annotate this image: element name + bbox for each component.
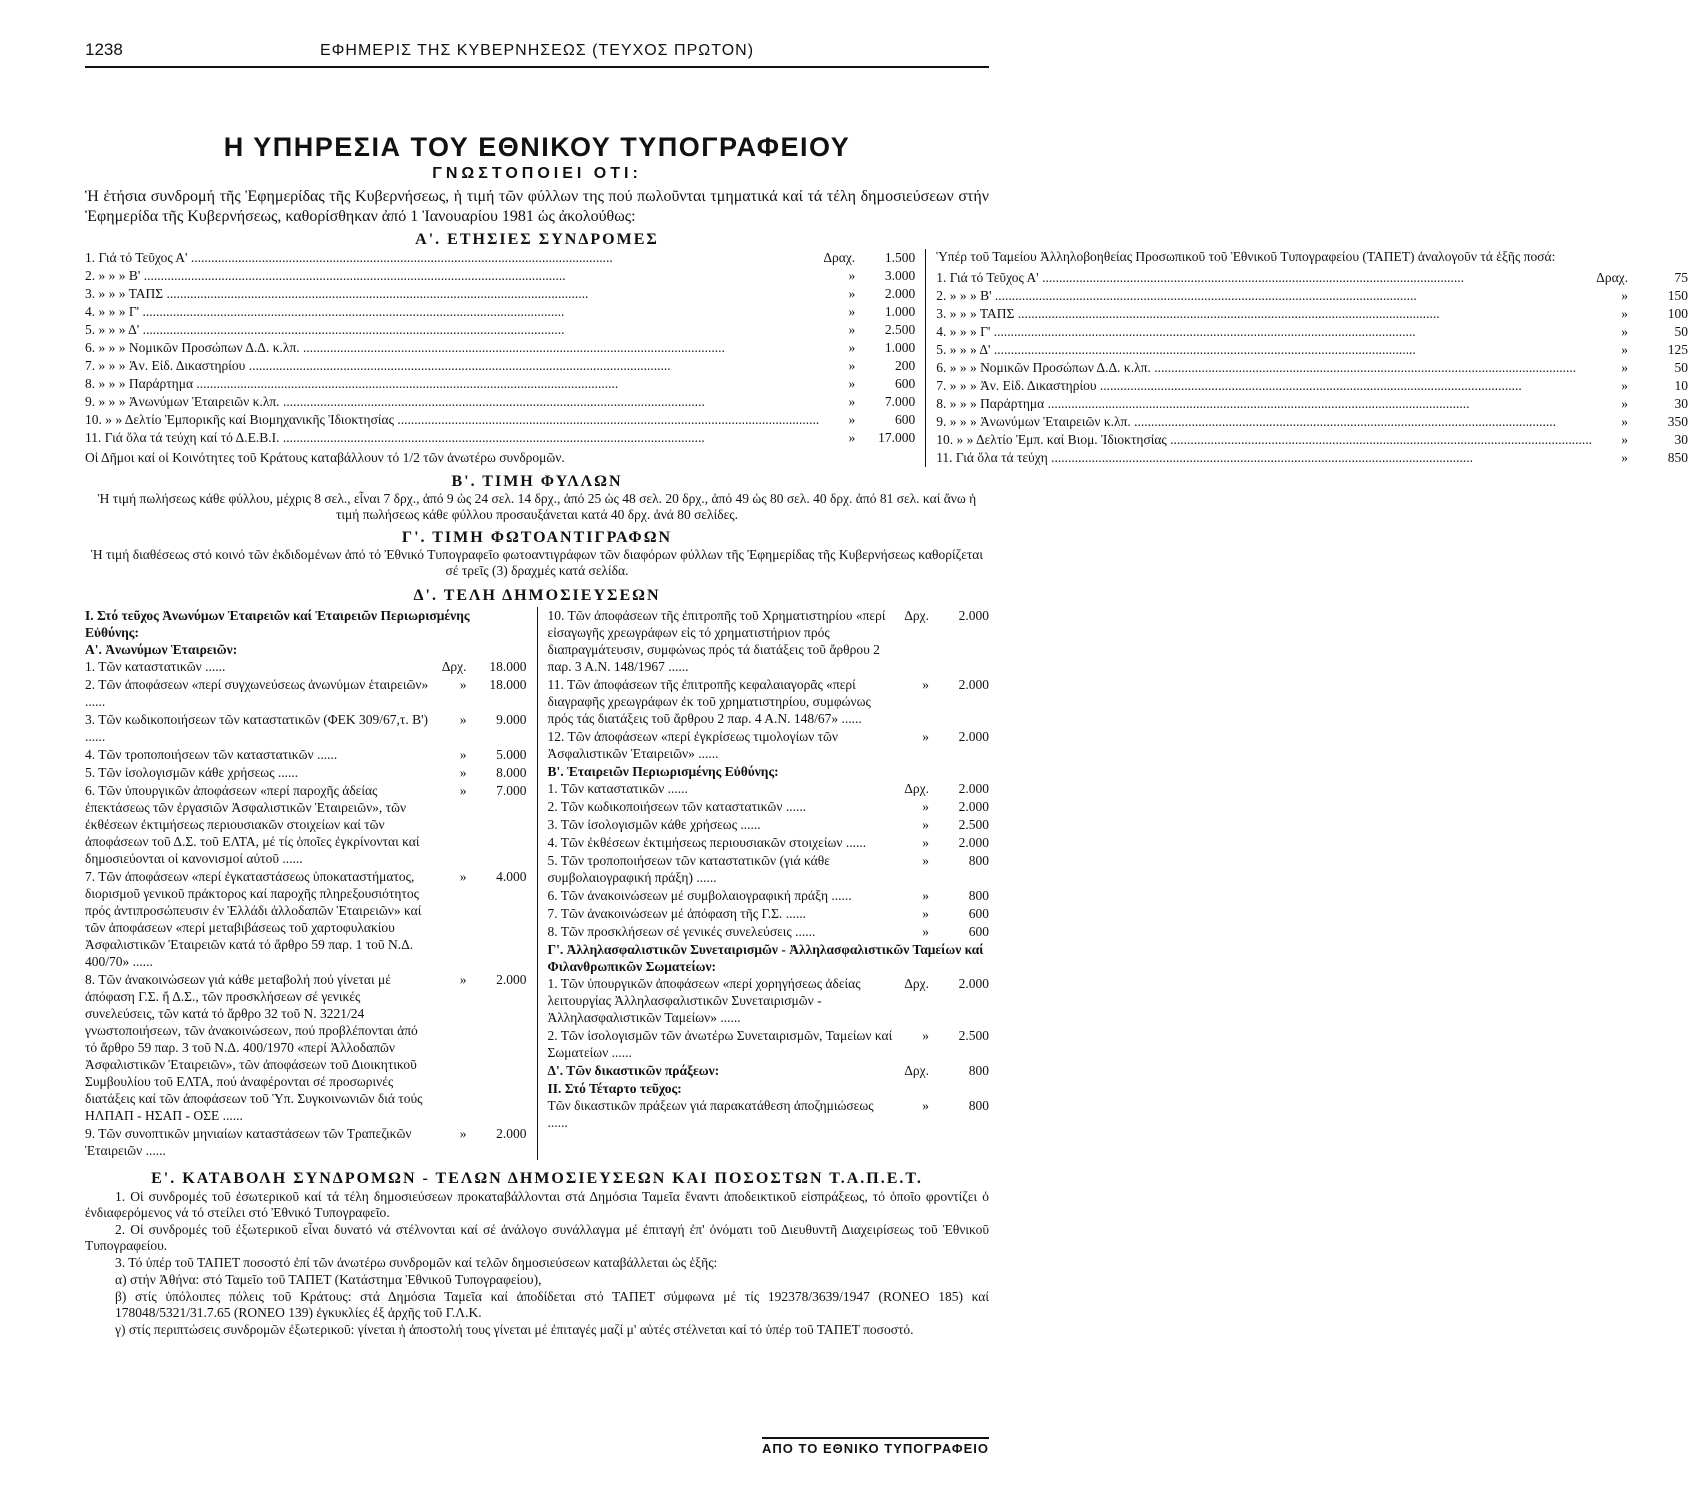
fee-row [936,323,1688,340]
fee-label: 8. Τῶν προσκλήσεων σέ γενικές συνελεύσεις ...... [548,923,894,940]
fee-value: 125 [1667,342,1688,357]
fee-currency: » [459,747,467,762]
fee-label: 7. » » » Ἀν. Εἰδ. Δικαστηρίου ..... [85,357,819,374]
section-a-columns [85,249,1688,467]
ae-fees-list-cont [548,607,990,762]
fee-currency: » [922,906,929,921]
fee-currency: » [848,412,856,427]
section-e-title: Ε'. ΚΑΤΑΒΟΛΗ ΣΥΝΔΡΟΜΩΝ - ΤΕΛΩΝ ΔΗΜΟΣΙΕΥΣΕΩΝ ΚΑΙ ΠΟΣΟΣΤΩΝ Τ.Α.Π.Ε.Τ. [151,1170,923,1187]
fee-currency: » [848,304,856,319]
section-e-p2: 2. Οἱ συνδρομές τοῦ ἐξωτερικοῦ εἶναι δυνατό νά στέλνονται καί σέ ἀνάλογο συνάλλαγμα μέ ἐπιταγή ἐπ' ὀνόματι τοῦ Διευθυντῆ Διαχειρίσεως τοῦ Ἐθνικοῦ Τυπογραφείου. [85,1222,989,1253]
fee-currency: » [459,1126,467,1141]
fee-value: 2.000 [958,781,989,796]
fee-currency: » [922,817,929,832]
epe-heading: Β'. Ἑταιρειῶν Περιωρισμένης Εὐθύνης: [547,764,779,779]
fee-value: 600 [894,412,916,427]
municipalities-note: Οἱ Δῆμοι καί οἱ Κοινότητες τοῦ Κράτους καταβάλλουν τό 1/2 τῶν ἀνωτέρω συνδρομῶν. [85,450,565,465]
fee-label: 1. Τῶν καταστατικῶν ...... [85,658,431,675]
fee-value: 1.000 [884,304,916,319]
fee-label: 7. » » » Ἀν. Εἰδ. Δικαστηρίου ..... [936,377,1592,394]
ae-fees-list [85,658,527,1159]
fee-currency: » [848,376,856,391]
fee-row [548,607,990,675]
fee-label: 2. Τῶν ἀποφάσεων «περί συγχωνεύσεως ἀνωνύμων ἑταιρειῶν» ...... [85,676,431,710]
fee-row [85,746,527,763]
fee-value: 2.000 [958,799,989,814]
fee-currency: » [922,799,929,814]
fee-row [85,249,915,266]
section-d-columns [85,607,989,1160]
fee-currency: » [1621,342,1629,357]
fee-value: 600 [968,906,989,921]
fee-row [85,393,915,410]
fee-value: 30 [1674,396,1688,411]
fee-currency: » [848,430,856,445]
fee-label: 8. Τῶν ἀνακοινώσεων γιά κάθε μεταβολή πού γίνεται μέ ἀπόφαση Γ.Σ. ἤ Δ.Σ., τῶν προσκλήσεων σέ γενικές συνελεύσεις, τῶν κατά τό ἄρθρο 32 τοῦ Ν. 3221/24 γνωστοποιήσεων, τῶν ἀνακοινώσεων, πού προβλέπονται ἀπό τό ἄρθρο 59 παρ. 3 τοῦ Ν.Δ. 400/1970 «περί Ἀλλοδαπῶν Ἀσφαλιστικῶν Ἑταιρειῶν», τῶν ἀποφάσεων τοῦ Διοικητικοῦ Συμβουλίου τοῦ ΕΛΤΑ, πού ἀναφέρονται σέ προσωρινές διατάξεις καί τῶν ἀποφάσεων τοῦ Ὑπ. Συγκοινωνιῶν διά τούς ΗΛΠΑΠ - ΗΣΑΠ - ΟΣΕ ...... [85,971,431,1124]
fee-row [85,339,915,356]
subscription-list [85,249,915,446]
fee-row [85,267,915,284]
fee-currency: » [459,677,467,692]
section-c-title: Γ'. ΤΙΜΗ ΦΩΤΟΑΝΤΙΓΡΑΦΩΝ [401,529,673,546]
page-header [85,40,989,68]
fee-label: 5. Τῶν ἰσολογισμῶν κάθε χρήσεως ...... [85,764,431,781]
fee-row [548,1027,990,1061]
fee-row [85,711,527,745]
fee-label: 4. Τῶν ἐκθέσεων ἐκτιμήσεως περιουσιακῶν στοιχείων ...... [548,834,894,851]
fee-currency: » [922,835,929,850]
fee-value: 4.000 [496,869,527,884]
fee-label: 9. » » » Ἀνωνύμων Ἑταιρειῶν κ.λπ. ..... [85,393,819,410]
fee-label: 5. » » » Δ' ..... [936,341,1592,358]
fee-row [548,1097,990,1131]
fee-label: 11. Γιά ὅλα τά τεύχη καί τό Δ.Ε.Β.Ι. ..... [85,429,819,446]
fee-label: 6. » » » Νομικῶν Προσώπων Δ.Δ. κ.λπ. ..... [85,339,819,356]
fourth-issue-heading: ΙΙ. Στό Τέταρτο τεῦχος: [547,1081,682,1096]
fee-label: 2. Τῶν ἰσολογισμῶν τῶν ἀνωτέρω Συνεταιρισμῶν, Ταμείων καί Σωματείων ...... [548,1027,894,1061]
fee-currency: » [459,869,467,884]
fee-value: 2.000 [958,608,989,623]
fee-row [936,287,1688,304]
fee-label: 7. Τῶν ἀνακοινώσεων μέ ἀπόφαση τῆς Γ.Σ. ...... [548,905,894,922]
fee-currency: Δρχ. [904,976,929,991]
fee-value: 18.000 [489,677,527,692]
fee-row [936,305,1688,322]
section-d-left [85,607,537,1160]
fee-value: 5.000 [496,747,527,762]
fee-value: 800 [968,853,989,868]
fee-value: 50 [1674,324,1688,339]
section-a-right [925,249,1688,467]
fee-label: 9. Τῶν συνοπτικῶν μηνιαίων καταστάσεων τῶν Τραπεζικῶν Ἑταιρειῶν ...... [85,1125,431,1159]
fee-value: 30 [1674,432,1688,447]
fee-label: 2. » » » Β' ..... [936,287,1592,304]
fee-label: 6. Τῶν ἀνακοινώσεων μέ συμβολαιογραφική πράξη ...... [548,887,894,904]
fee-row [85,658,527,675]
fee-value: 7.000 [496,783,527,798]
court-acts-heading: Δ'. Τῶν δικαστικῶν πράξεων: [547,1063,720,1078]
fee-row [936,359,1688,376]
fee-value: 2.500 [958,817,989,832]
fee-row [548,975,990,1026]
fee-label: 2. Τῶν κωδικοποιήσεων τῶν καταστατικῶν ...... [548,798,894,815]
fee-row [85,429,915,446]
fee-row [936,431,1688,448]
fee-value: 850 [1667,450,1688,465]
fee-row [548,887,990,904]
fee-value: 100 [1667,306,1688,321]
fee-row [936,449,1688,466]
fee-value: 2.500 [958,1028,989,1043]
fee-value: 2.000 [958,976,989,991]
fee-label: 5. » » » Δ' ..... [85,321,819,338]
fee-label: 11. Τῶν ἀποφάσεων τῆς ἐπιτροπῆς κεφαλαιαγορᾶς «περί διαγραφῆς χρεωγράφων ἐκ τοῦ χρηματιστηρίου, συμφώνως πρός τάς διατάξεις τοῦ ἄρθρου 2 παρ. 4 Α.Ν. 148/67» ...... [548,676,894,727]
fee-currency: » [1621,324,1629,339]
fee-row [548,728,990,762]
fee-currency: » [848,340,856,355]
section-d-left-sub: Α'. Ἀνωνύμων Ἑταιρειῶν: [85,642,238,657]
section-d-left-heading: Ι. Στό τεῦχος Ἀνωνύμων Ἑταιρειῶν καί Ἑταιρειῶν Περιωρισμένης Εὐθύνης: [85,608,470,640]
fee-currency: » [922,888,929,903]
fourth-issue-list [548,1097,990,1131]
fee-currency: Δρχ. [904,608,929,623]
fee-label: 6. Τῶν ὑπουργικῶν ἀποφάσεων «περί παροχῆς ἀδείας ἐπεκτάσεως τῶν ἐργασιῶν Ἀσφαλιστικῶν Ἑταιρειῶν», τῶν ἐκθέσεων ἐκτιμήσεως περιουσιακῶν στοιχείων καί τῶν ἀποφάσεων τοῦ Δ.Σ. τοῦ ΕΛΤΑ, μέ τίς ὁποῖες ἐγκρίνονται καί δημοσιεύονται οἱ κανονισμοί αὐτοῦ ...... [85,782,431,867]
fee-currency: » [1621,414,1629,429]
fee-currency: Δραχ. [1596,270,1629,285]
section-e-p3a: α) στήν Ἀθήνα: στό Ταμεῖο τοῦ ΤΑΠΕΤ (Κατάστημα Ἐθνικοῦ Τυπογραφείου), [115,1272,542,1287]
fee-value: 2.000 [958,729,989,744]
fee-value: 9.000 [496,712,527,727]
footer-imprint: ΑΠΟ ΤΟ ΕΘΝΙΚΟ ΤΥΠΟΓΡΑΦΕΙΟ [762,1437,989,1456]
fee-currency: » [848,322,856,337]
section-d-right [537,607,990,1160]
fee-row [85,375,915,392]
fee-label: 6. » » » Νομικῶν Προσώπων Δ.Δ. κ.λπ. ..... [936,359,1592,376]
fee-label: 1. Τῶν καταστατικῶν ...... [548,780,894,797]
court-acts-cur: Δρχ. [904,1063,929,1078]
fee-currency: » [1621,450,1629,465]
fee-value: 2.000 [496,972,527,987]
fee-currency: » [922,1098,929,1113]
court-acts-row [548,1062,990,1079]
fee-row [548,798,990,815]
fee-label: 1. Γιά τό Τεῦχος Α' ..... [85,249,819,266]
fee-currency: Δρχ. [904,781,929,796]
fee-label: Τῶν δικαστικῶν πράξεων γιά παρακατάθεση ἀποζημιώσεως ...... [548,1097,894,1131]
fee-label: 10. Τῶν ἀποφάσεων τῆς ἐπιτροπῆς τοῦ Χρηματιστηρίου «περί εἰσαγωγῆς χρεωγράφων εἰς τό χρηματιστήριον πρός διαπραγμάτευσιν, συμφώνως πρός τά διατάξεις τοῦ ἄρθρου 2 παρ. 3 Α.Ν. 148/1967 ...... [548,607,894,675]
fee-label: 12. Τῶν ἀποφάσεων «περί ἐγκρίσεως τιμολογίων τῶν Ἀσφαλιστικῶν Ἑταιρειῶν» ...... [548,728,894,762]
fee-row [85,303,915,320]
fee-label: 8. » » » Παράρτημα ..... [936,395,1592,412]
section-e-body [85,1189,989,1338]
fee-value: 18.000 [489,659,527,674]
fee-value: 2.000 [958,677,989,692]
fee-label: 3. » » » ΤΑΠΣ ..... [85,285,819,302]
fee-label: 4. » » » Γ' ..... [85,303,819,320]
fee-currency: » [1621,288,1629,303]
fee-currency: » [848,286,856,301]
fee-currency: » [459,712,467,727]
fee-row [548,852,990,886]
fee-row [548,816,990,833]
section-a-left [85,249,925,467]
fee-currency: » [848,394,856,409]
fee-row [85,285,915,302]
intro-paragraph: Ἡ ἐτήσια συνδρομή τῆς Ἐφημερίδας τῆς Κυβερνήσεως, ἡ τιμή τῶν φύλλων της πού πωλοῦνται τμηματικά καί τά τέλη δημοσιεύσεων στήν Ἐφημερίδα τῆς Κυβερνήσεως, καθορίσθηκαν ἀπό 1 Ἰανουαρίου 1981 ὡς ἀκολούθως: [85,188,989,225]
fee-currency: » [459,765,467,780]
fee-row [85,764,527,781]
fee-row [85,971,527,1124]
fee-label: 4. » » » Γ' ..... [936,323,1592,340]
fee-value: 2.000 [958,835,989,850]
main-title: Η ΥΠΗΡΕΣΙΑ ΤΟΥ ΕΘΝΙΚΟΥ ΤΥΠΟΓΡΑΦΕΙΟΥ [223,132,851,162]
fee-value: 2.000 [884,286,916,301]
fee-label: 10. » » Δελτίο Ἐμπορικῆς καί Βιομηχανικῆς Ἰδιοκτησίας ..... [85,411,819,428]
gazette-title: ΕΦΗΜΕΡΙΣ ΤΗΣ ΚΥΒΕΡΝΗΣΕΩΣ (ΤΕΥΧΟΣ ΠΡΩΤΟΝ) [319,42,755,59]
fee-currency: » [922,729,929,744]
fee-currency: Δραχ. [823,250,856,265]
fee-row [936,341,1688,358]
fee-label: 2. » » » Β' ..... [85,267,819,284]
fee-value: 1.500 [884,250,916,265]
fee-label: 10. » » Δελτίο Ἐμπ. καί Βιομ. Ἰδιοκτησίας ..... [936,431,1592,448]
fee-value: 800 [968,888,989,903]
fee-currency: » [459,972,467,987]
fee-label: 4. Τῶν τροποποιήσεων τῶν καταστατικῶν ...... [85,746,431,763]
section-e-p1: 1. Οἱ συνδρομές τοῦ ἐσωτερικοῦ καί τά τέλη δημοσιεύσεων προκαταβάλλονται στά Δημόσια Ταμεῖα ἔναντι ἀποδεικτικοῦ εἰσπράξεως, τό ὁποῖο φροντίζει ὁ ἐνδιαφερόμενος νά τό στείλει στό Ἐθνικό Τυπογραφεῖο. [85,1189,989,1220]
fee-currency: » [922,677,929,692]
page-number: 1238 [85,40,123,59]
fee-currency: » [1621,360,1629,375]
fee-label: 3. Τῶν ἰσολογισμῶν κάθε χρήσεως ...... [548,816,894,833]
fee-label: 11. Γιά ὅλα τά τεύχη ..... [936,449,1592,466]
fee-value: 600 [968,924,989,939]
fee-row [85,321,915,338]
fee-label: 1. Τῶν ὑπουργικῶν ἀποφάσεων «περί χορηγήσεως ἀδείας λειτουργίας Ἀλληλασφαλιστικῶν Συνεταιρισμῶν - Ἀλληλασφαλιστικῶν Ταμείων» ...... [548,975,894,1026]
fee-row [85,868,527,970]
fee-value: 2.000 [496,1126,527,1141]
fee-value: 7.000 [884,394,916,409]
tapet-list [936,269,1688,466]
fee-value: 200 [894,358,916,373]
section-d-title: Δ'. ΤΕΛΗ ΔΗΜΟΣΙΕΥΣΕΩΝ [413,587,661,604]
fee-label: 3. Τῶν κωδικοποιήσεων τῶν καταστατικῶν (ΦΕΚ 309/67,τ. Β') ...... [85,711,431,745]
fee-currency: » [848,358,856,373]
epe-fees-list [548,780,990,940]
fee-label: 5. Τῶν τροποποιήσεων τῶν καταστατικῶν (γιά κάθε συμβολαιογραφική πράξη) ...... [548,852,894,886]
fee-value: 2.500 [884,322,916,337]
mutual-heading: Γ'. Ἀλληλασφαλιστικῶν Συνεταιρισμῶν - Ἀλληλασφαλιστικῶν Ταμείων καί Φιλανθρωπικῶν Σωματείων: [547,942,984,974]
fee-value: 600 [894,376,916,391]
fee-currency: » [922,924,929,939]
section-b-text: Ἡ τιμή πωλήσεως κάθε φύλλου, μέχρις 8 σελ., εἶναι 7 δρχ., ἀπό 9 ὡς 24 σελ. 14 δρχ., ἀπό 25 ὡς 48 σελ. 20 δρχ., ἀπό 49 ὡς 80 σελ. 40 δρχ. ἀπό 81 σελ. καί ἄνω ἡ τιμή πωλήσεως κάθε φύλλου προσαυξάνεται κατά 40 δρχ. ἀνά 80 σελίδες. [97,491,977,522]
fee-currency: » [848,268,856,283]
fee-value: 1.000 [884,340,916,355]
fee-row [85,411,915,428]
court-acts-value: 800 [968,1063,989,1078]
section-c-text: Ἡ τιμή διαθέσεως στό κοινό τῶν ἐκδιδομένων ἀπό τό Ἐθνικό Τυπογραφεῖο φωτοαντιγράφων τῶν διαφόρων φύλλων τῆς Ἐφημερίδας τῆς Κυβερνήσεως καθορίζεται σέ τρεῖς (3) δραχμές κατά σελίδα. [91,547,983,578]
section-e-p3b: β) στίς ὑπόλοιπες πόλεις τοῦ Κράτους: στά Δημόσια Ταμεῖα καί ἀποδίδεται στό ΤΑΠΕΤ σύμφωνα μέ τίς 192378/3639/1947 (RONEO 185) καί 178048/5321/31.7.65 (RONEO 139) ἐγκυκλίες ἐξ ἀρχῆς τοῦ Γ.Λ.Κ. [115,1289,989,1320]
fee-row [548,834,990,851]
fee-value: 150 [1667,288,1688,303]
fee-currency: Δρχ. [441,659,467,674]
fee-row [85,782,527,867]
fee-currency: » [1621,396,1629,411]
fee-row [936,269,1688,286]
fee-value: 10 [1674,378,1688,393]
fee-label: 8. » » » Παράρτημα ..... [85,375,819,392]
fee-label: 1. Γιά τό Τεῦχος Α' ..... [936,269,1592,286]
fee-label: 3. » » » ΤΑΠΣ ..... [936,305,1592,322]
fee-currency: » [459,783,467,798]
fee-row [936,413,1688,430]
fee-value: 800 [968,1098,989,1113]
fee-row [548,905,990,922]
fee-label: 7. Τῶν ἀποφάσεων «περί ἐγκαταστάσεως ὑποκαταστήματος, διορισμοῦ γενικοῦ πράκτορος καί παροχῆς πληρεξουσιότητος πρός ἀντιπροσώπευσιν ἐν Ἑλλάδι ἀλλοδαπῶν Ἑταιρειῶν» καί τῶν ἀποφάσεων «περί μεταβιβάσεως τοῦ χαρτοφυλακίου Ἀσφαλιστικῶν Ἑταιρειῶν κατά τό ἄρθρο 59 παρ. 1 τοῦ Ν.Δ. 400/70» ...... [85,868,431,970]
fee-currency: » [922,853,929,868]
fee-value: 17.000 [878,430,916,445]
tapet-intro: Ὑπέρ τοῦ Ταμείου Ἀλληλοβοηθείας Προσωπικοῦ τοῦ Ἐθνικοῦ Τυπογραφείου (ΤΑΠΕΤ) ἀναλογοῦν τά ἑξῆς ποσά: [936,249,1556,264]
fee-value: 3.000 [884,268,916,283]
section-b-title: Β'. ΤΙΜΗ ΦΥΛΛΩΝ [451,473,623,490]
fee-currency: » [1621,378,1629,393]
fee-currency: » [922,1028,929,1043]
fee-row [85,357,915,374]
section-e-p3: 3. Τό ὑπέρ τοῦ ΤΑΠΕΤ ποσοστό ἐπί τῶν ἀνωτέρω συνδρομῶν καί τελῶν δημοσιεύσεων καταβάλλεται ὡς ἑξῆς: [115,1255,718,1270]
fee-row [85,1125,527,1159]
fee-value: 350 [1667,414,1688,429]
fee-value: 75 [1674,270,1688,285]
fee-row [548,676,990,727]
fee-row [85,676,527,710]
fee-row [548,923,990,940]
section-e-p3c: γ) στίς περιπτώσεις συνδρομῶν ἐξωτερικοῦ: γίνεται ἡ ἀποστολή τους γίνεται μέ ἐπιταγές μαζί μ' αὐτές στέλνεται καί τό ὑπέρ τοῦ ΤΑΠΕΤ ποσοστό. [115,1322,914,1337]
fee-value: 8.000 [496,765,527,780]
fee-row [936,377,1688,394]
fee-row [548,780,990,797]
main-subtitle: ΓΝΩΣΤΟΠΟΙΕΙ ΟΤΙ: [432,165,642,182]
fee-row [936,395,1688,412]
section-a-title: Α'. ΕΤΗΣΙΕΣ ΣΥΝΔΡΟΜΕΣ [415,231,659,248]
mutual-fees-list [548,975,990,1061]
fee-currency: » [1621,306,1629,321]
fee-currency: » [1621,432,1629,447]
fee-label: 9. » » » Ἀνωνύμων Ἑταιρειῶν κ.λπ. ..... [936,413,1592,430]
fee-value: 50 [1674,360,1688,375]
